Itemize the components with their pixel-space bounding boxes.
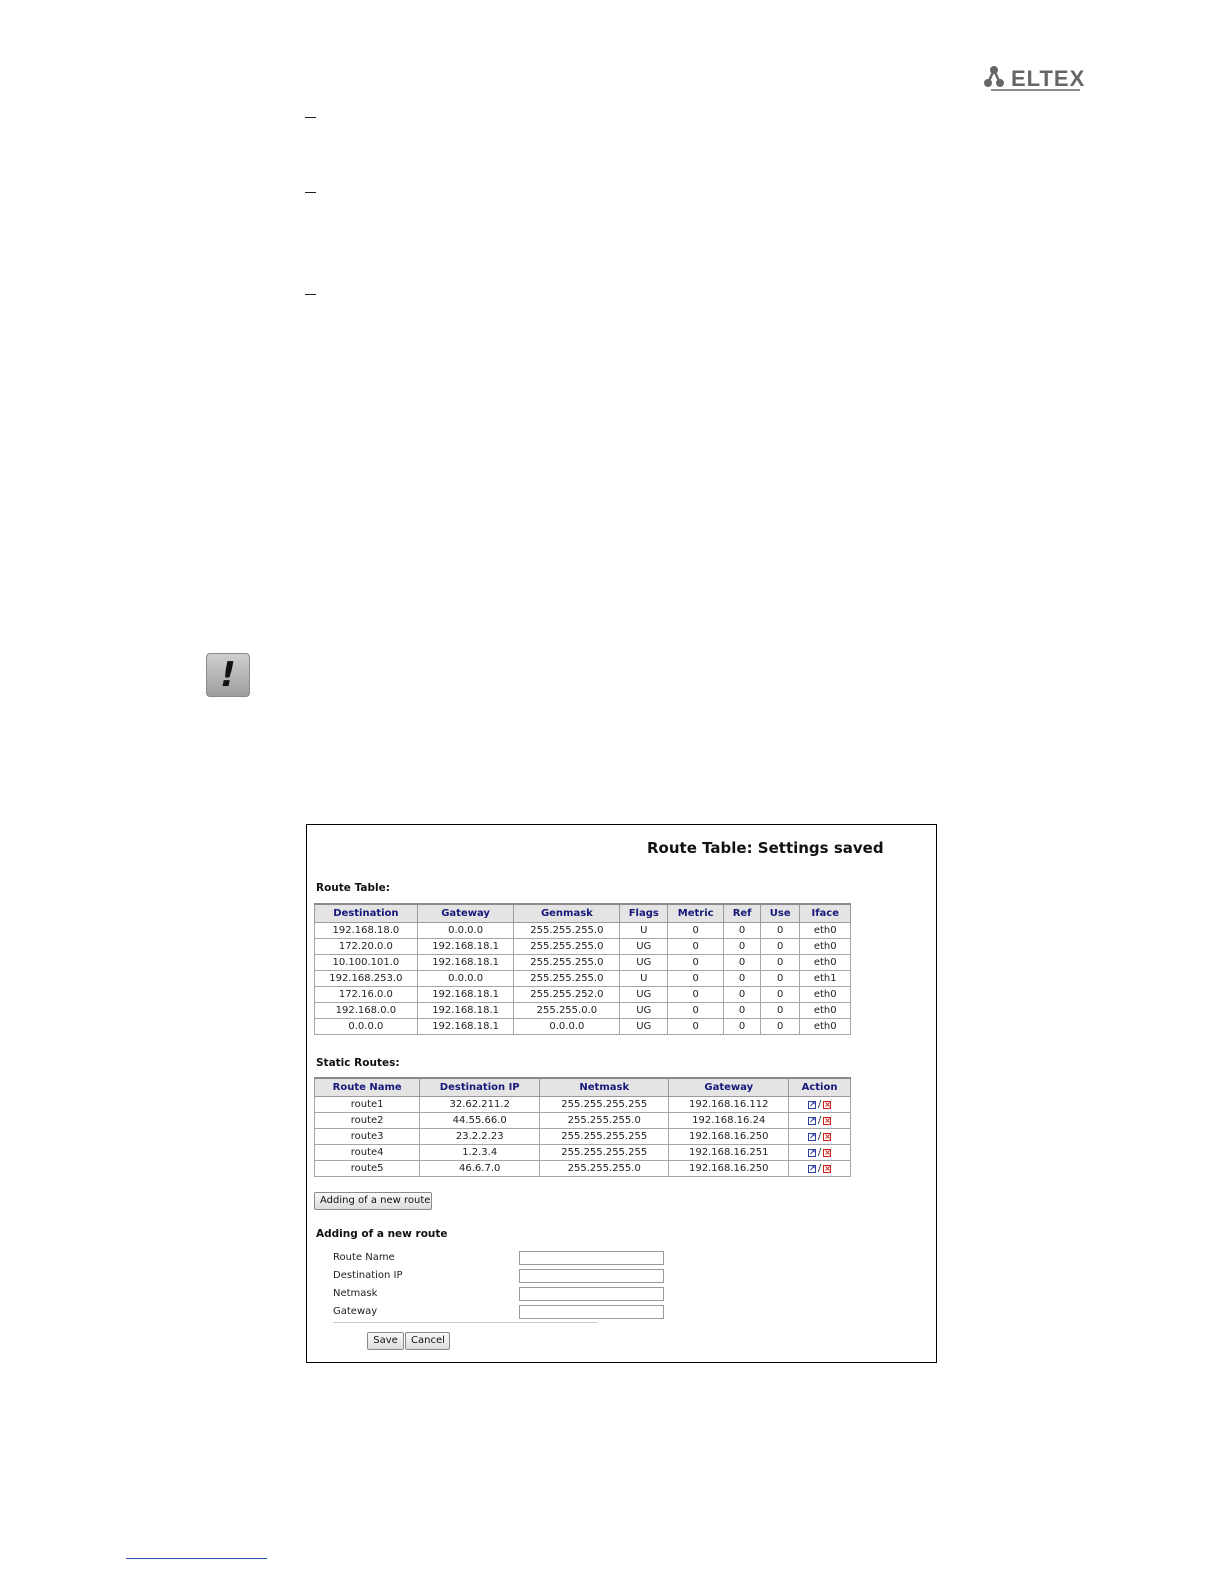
route-table-cell: 0 (724, 923, 761, 939)
route-table-cell: 192.168.18.1 (417, 1003, 514, 1019)
page-title: Route Table: Settings saved (647, 839, 884, 857)
static-route-cell: route5 (315, 1161, 420, 1177)
static-routes-column-header: Gateway (669, 1078, 789, 1097)
static-route-cell: route4 (315, 1145, 420, 1161)
list-dash (305, 117, 316, 118)
route-table-column-header: Flags (620, 904, 668, 923)
list-dash (305, 294, 316, 295)
route-table-row (315, 971, 851, 987)
static-route-row (315, 1129, 851, 1145)
static-routes-label: Static Routes: (316, 1057, 400, 1069)
netmask-input[interactable] (519, 1287, 664, 1301)
route-table-cell: 0 (668, 971, 724, 987)
route-table-cell: 0 (760, 955, 800, 971)
static-route-row (315, 1113, 851, 1129)
add-route-form-title: Adding of a new route (316, 1228, 448, 1240)
route-table-cell: UG (620, 987, 668, 1003)
static-routes-column-header: Action (789, 1078, 851, 1097)
route-table-cell: 192.168.253.0 (315, 971, 418, 987)
static-route-cell: 1.2.3.4 (420, 1145, 540, 1161)
route-table-cell: UG (620, 1003, 668, 1019)
route-table-cell: 192.168.18.0 (315, 923, 418, 939)
static-route-cell: 255.255.255.0 (540, 1113, 669, 1129)
destination-ip-label: Destination IP (333, 1270, 403, 1281)
route-name-input[interactable] (519, 1251, 664, 1265)
svg-text:ELTEX: ELTEX (1011, 66, 1086, 91)
route-table-cell: UG (620, 955, 668, 971)
save-button[interactable]: Save (367, 1332, 404, 1350)
static-route-actions (789, 1161, 851, 1177)
edit-icon[interactable]: ↗ (808, 1115, 816, 1125)
route-table-cell: 192.168.0.0 (315, 1003, 418, 1019)
edit-icon[interactable]: ↗ (808, 1131, 816, 1141)
static-route-cell: 192.168.16.251 (669, 1145, 789, 1161)
route-table-cell: 0 (724, 1019, 761, 1035)
static-route-cell: 192.168.16.24 (669, 1113, 789, 1129)
static-route-cell: 255.255.255.255 (540, 1145, 669, 1161)
route-table-cell: eth0 (800, 987, 851, 1003)
list-dash (305, 192, 316, 193)
action-separator: / (817, 1163, 822, 1175)
route-table-cell: 10.100.101.0 (315, 955, 418, 971)
edit-icon[interactable]: ↗ (808, 1163, 816, 1173)
route-table-cell: U (620, 923, 668, 939)
route-table-cell: 255.255.255.0 (514, 923, 620, 939)
route-table-cell: 0 (760, 923, 800, 939)
static-route-cell: 192.168.16.250 (669, 1161, 789, 1177)
route-table-screenshot (306, 824, 937, 1363)
route-table-cell: 0.0.0.0 (315, 1019, 418, 1035)
route-table-column-header: Use (760, 904, 800, 923)
route-table-column-header: Genmask (514, 904, 620, 923)
route-table-cell: 0.0.0.0 (417, 971, 514, 987)
netmask-label: Netmask (333, 1288, 378, 1299)
static-routes-column-header: Netmask (540, 1078, 669, 1097)
route-table-cell: 192.168.18.1 (417, 955, 514, 971)
eltex-logo-mark (983, 64, 1093, 94)
route-table-cell: 172.20.0.0 (315, 939, 418, 955)
cancel-button[interactable]: Cancel (405, 1332, 450, 1350)
route-table-cell: 0 (724, 1003, 761, 1019)
static-route-row (315, 1097, 851, 1113)
static-route-cell: route3 (315, 1129, 420, 1145)
route-table-cell: 0 (760, 971, 800, 987)
static-route-actions (789, 1097, 851, 1113)
route-table-cell: UG (620, 1019, 668, 1035)
static-route-cell: route2 (315, 1113, 420, 1129)
route-table-row (315, 987, 851, 1003)
static-route-cell: 23.2.2.23 (420, 1129, 540, 1145)
route-table-cell: eth0 (800, 939, 851, 955)
route-table-cell: 0.0.0.0 (514, 1019, 620, 1035)
action-separator: / (817, 1115, 822, 1127)
destination-ip-input[interactable] (519, 1269, 664, 1283)
route-table-row (315, 939, 851, 955)
static-route-cell: 255.255.255.255 (540, 1097, 669, 1113)
route-table-row (315, 1003, 851, 1019)
route-table-label: Route Table: (316, 882, 390, 894)
route-table-cell: 0 (724, 987, 761, 1003)
route-table-column-header: Iface (800, 904, 851, 923)
route-name-label: Route Name (333, 1252, 395, 1263)
route-table-column-header: Ref (724, 904, 761, 923)
route-table-cell: eth0 (800, 1019, 851, 1035)
route-table-cell: 0 (760, 939, 800, 955)
route-table-cell: U (620, 971, 668, 987)
gateway-input[interactable] (519, 1305, 664, 1319)
static-route-row (315, 1161, 851, 1177)
route-table-column-header: Metric (668, 904, 724, 923)
route-table-row (315, 955, 851, 971)
route-table-cell: 192.168.18.1 (417, 987, 514, 1003)
route-table-cell: 0 (668, 955, 724, 971)
action-separator: / (817, 1131, 822, 1143)
route-table-row (315, 923, 851, 939)
route-table-column-header: Destination (315, 904, 418, 923)
static-routes-column-header: Route Name (315, 1078, 420, 1097)
static-route-cell: 192.168.16.250 (669, 1129, 789, 1145)
static-route-cell: 46.6.7.0 (420, 1161, 540, 1177)
action-separator: / (817, 1147, 822, 1159)
route-table-cell: 172.16.0.0 (315, 987, 418, 1003)
route-table-cell: 255.255.255.0 (514, 955, 620, 971)
route-table-cell: 255.255.255.0 (514, 971, 620, 987)
route-table-cell: 0 (668, 1003, 724, 1019)
route-table-cell: 255.255.255.0 (514, 939, 620, 955)
static-routes-column-header: Destination IP (420, 1078, 540, 1097)
route-table-cell: 192.168.18.1 (417, 1019, 514, 1035)
static-route-cell: 192.168.16.112 (669, 1097, 789, 1113)
form-divider (333, 1322, 597, 1323)
static-route-cell: 255.255.255.0 (540, 1161, 669, 1177)
static-routes-table (314, 1077, 851, 1177)
warning-icon: ! (206, 653, 250, 697)
static-route-actions (789, 1145, 851, 1161)
add-route-button[interactable]: Adding of a new route (314, 1192, 432, 1210)
static-route-row (315, 1145, 851, 1161)
route-table-cell: 0 (760, 987, 800, 1003)
delete-icon[interactable]: × (824, 1147, 831, 1157)
gateway-label: Gateway (333, 1306, 378, 1317)
route-table-cell: 0 (668, 939, 724, 955)
action-separator: / (817, 1099, 822, 1111)
route-table-cell: 192.168.18.1 (417, 939, 514, 955)
route-table-cell: 0 (668, 923, 724, 939)
route-table (314, 903, 851, 1035)
static-route-cell: route1 (315, 1097, 420, 1113)
delete-icon[interactable]: × (824, 1131, 831, 1141)
static-routes-header-row (315, 1078, 851, 1097)
static-route-cell: 255.255.255.255 (540, 1129, 669, 1145)
static-route-cell: 32.62.211.2 (420, 1097, 540, 1113)
route-table-cell: UG (620, 939, 668, 955)
route-table-cell: eth0 (800, 1003, 851, 1019)
route-table-cell: eth0 (800, 923, 851, 939)
static-route-cell: 44.55.66.0 (420, 1113, 540, 1129)
route-table-cell: 255.255.252.0 (514, 987, 620, 1003)
route-table-cell: 0 (724, 955, 761, 971)
route-table-cell: 0 (760, 1003, 800, 1019)
route-table-cell: 255.255.0.0 (514, 1003, 620, 1019)
delete-icon[interactable]: × (824, 1115, 831, 1125)
route-table-cell: 0 (724, 971, 761, 987)
route-table-cell: 0 (668, 987, 724, 1003)
edit-icon[interactable]: ↗ (808, 1147, 816, 1157)
eltex-logo (983, 64, 1093, 94)
static-route-actions (789, 1113, 851, 1129)
route-table-cell: eth1 (800, 971, 851, 987)
delete-icon[interactable]: × (824, 1099, 831, 1109)
route-table-cell: 0 (668, 1019, 724, 1035)
footer-link-underline[interactable] (126, 1558, 267, 1559)
route-table-cell: 0 (760, 1019, 800, 1035)
route-table-cell: 0.0.0.0 (417, 923, 514, 939)
edit-icon[interactable]: ↗ (808, 1099, 816, 1109)
route-table-cell: 0 (724, 939, 761, 955)
delete-icon[interactable]: × (824, 1163, 831, 1173)
static-route-actions (789, 1129, 851, 1145)
route-table-row (315, 1019, 851, 1035)
route-table-header-row (315, 904, 851, 923)
route-table-cell: eth0 (800, 955, 851, 971)
route-table-column-header: Gateway (417, 904, 514, 923)
